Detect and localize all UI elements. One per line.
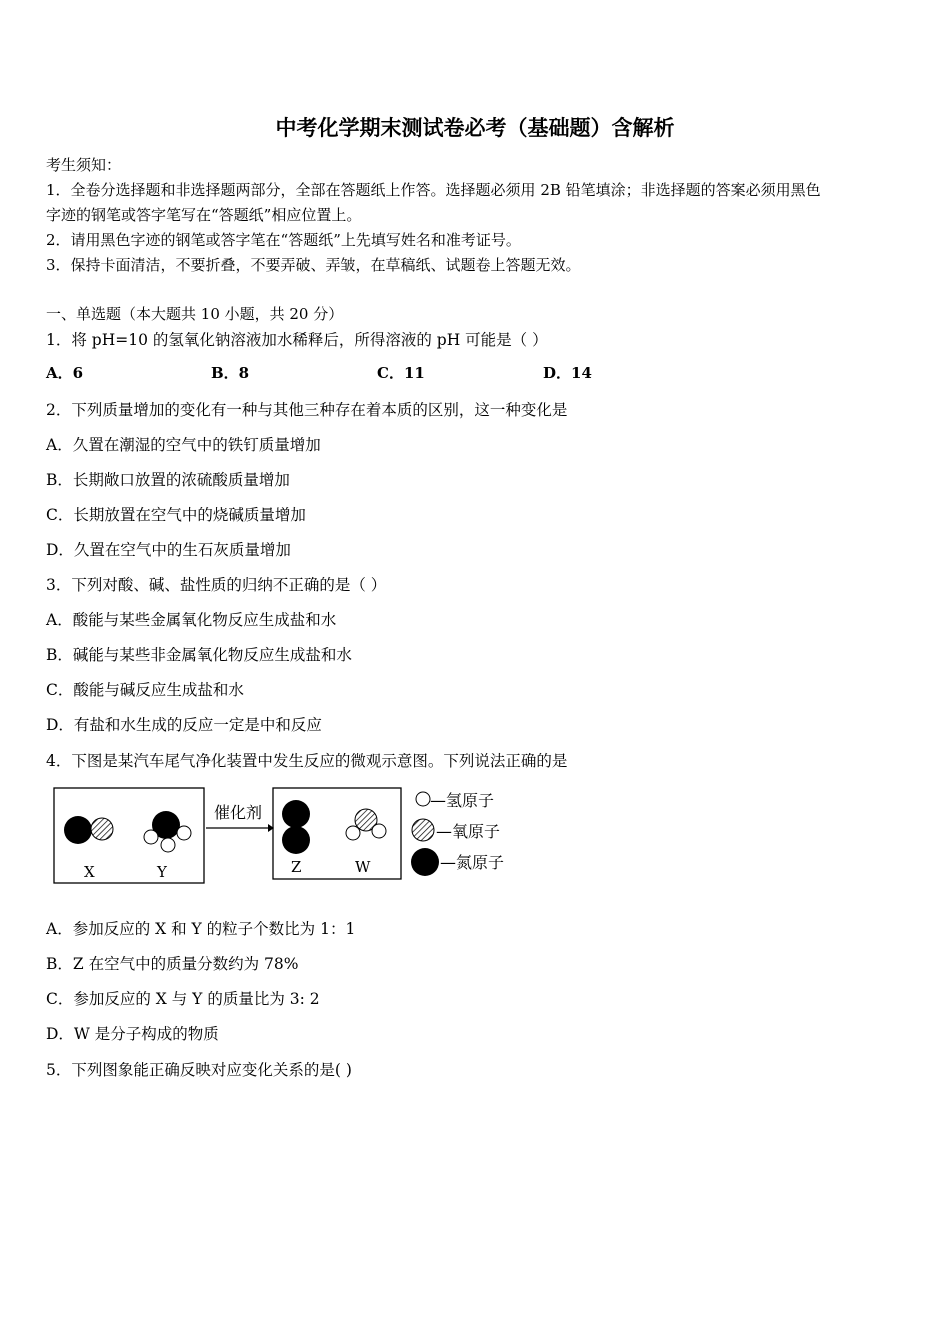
legend-hydrogen-label: —氢原子 [430,791,495,810]
legend-oxygen-symbol [412,819,434,841]
q4-option-d: D．W 是分子构成的物质 [46,1025,219,1043]
q2-stem: 2．下列质量增加的变化有一种与其他三种存在着本质的区别，这一种变化是 [46,401,568,419]
y-hydrogen-atom [177,826,191,840]
notice-item-3: 3．保持卡面清洁，不要折叠，不要弄破、弄皱，在草稿纸、试题卷上答题无效。 [46,256,581,274]
x-oxygen-atom [91,818,113,840]
label-z: Z [291,858,302,876]
q1-option-d: D．14 [543,364,592,382]
q3-option-d: D．有盐和水生成的反应一定是中和反应 [46,716,322,734]
z-nitrogen-atom [282,800,310,828]
notice-heading: 考生须知： [46,156,122,174]
q4-option-c: C．参加反应的 X 与 Y 的质量比为 3: 2 [46,990,320,1008]
label-w: W [355,858,371,876]
q1-option-b: B．8 [211,364,250,382]
q3-stem: 3．下列对酸、碱、盐性质的归纳不正确的是（ ） [46,576,387,594]
legend-nitrogen-label: —氮原子 [440,853,505,872]
legend-hydrogen-symbol [416,792,430,806]
q2-option-d: D．久置在空气中的生石灰质量增加 [46,541,291,559]
x-nitrogen-atom [64,816,92,844]
q1-option-c: C．11 [377,364,425,382]
q4-option-b: B．Z 在空气中的质量分数约为 78% [46,955,299,973]
q2-option-c: C．长期放置在空气中的烧碱质量增加 [46,506,306,524]
page-title: 中考化学期末测试卷必考（基础题）含解析 [275,116,675,140]
w-hydrogen-atom [346,826,360,840]
q1-stem: 1．将 pH=10 的氢氧化钠溶液加水稀释后，所得溶液的 pH 可能是（ ） [46,331,548,349]
y-hydrogen-atom [144,830,158,844]
w-hydrogen-atom [372,824,386,838]
label-x: X [84,863,95,881]
q2-option-b: B．长期敞口放置的浓硫酸质量增加 [46,471,290,489]
q3-option-b: B．碱能与某些非金属氧化物反应生成盐和水 [46,646,352,664]
legend-oxygen-label: —氧原子 [436,822,501,841]
q3-option-c: C．酸能与碱反应生成盐和水 [46,681,244,699]
legend-nitrogen-symbol [411,848,439,876]
label-y: Y [157,863,167,881]
q4-option-a: A．参加反应的 X 和 Y 的粒子个数比为 1：1 [46,920,356,938]
z-nitrogen-atom [282,826,310,854]
q2-option-a: A．久置在潮湿的空气中的铁钉质量增加 [46,436,321,454]
notice-item-2: 2．请用黑色字迹的钢笔或答字笔在“答题纸”上先填写姓名和准考证号。 [46,231,521,249]
q5-stem: 5．下列图象能正确反映对应变化关系的是( ) [46,1061,352,1079]
notice-item-1-cont: 字迹的钢笔或答字笔写在“答题纸”相应位置上。 [46,206,362,224]
y-hydrogen-atom [161,838,175,852]
notice-item-1: 1．全卷分选择题和非选择题两部分，全部在答题纸上作答。选择题必须用 2B 铅笔填涂；非选择题的答案必须用黑色 [46,181,821,199]
catalyst-label: 催化剂 [214,803,263,822]
q3-option-a: A．酸能与某些金属氧化物反应生成盐和水 [46,611,337,629]
q1-option-a: A．6 [46,364,84,382]
section-heading: 一、单选题（本大题共 10 小题，共 20 分） [46,305,344,323]
q4-stem: 4．下图是某汽车尾气净化装置中发生反应的微观示意图。下列说法正确的是 [46,752,568,770]
